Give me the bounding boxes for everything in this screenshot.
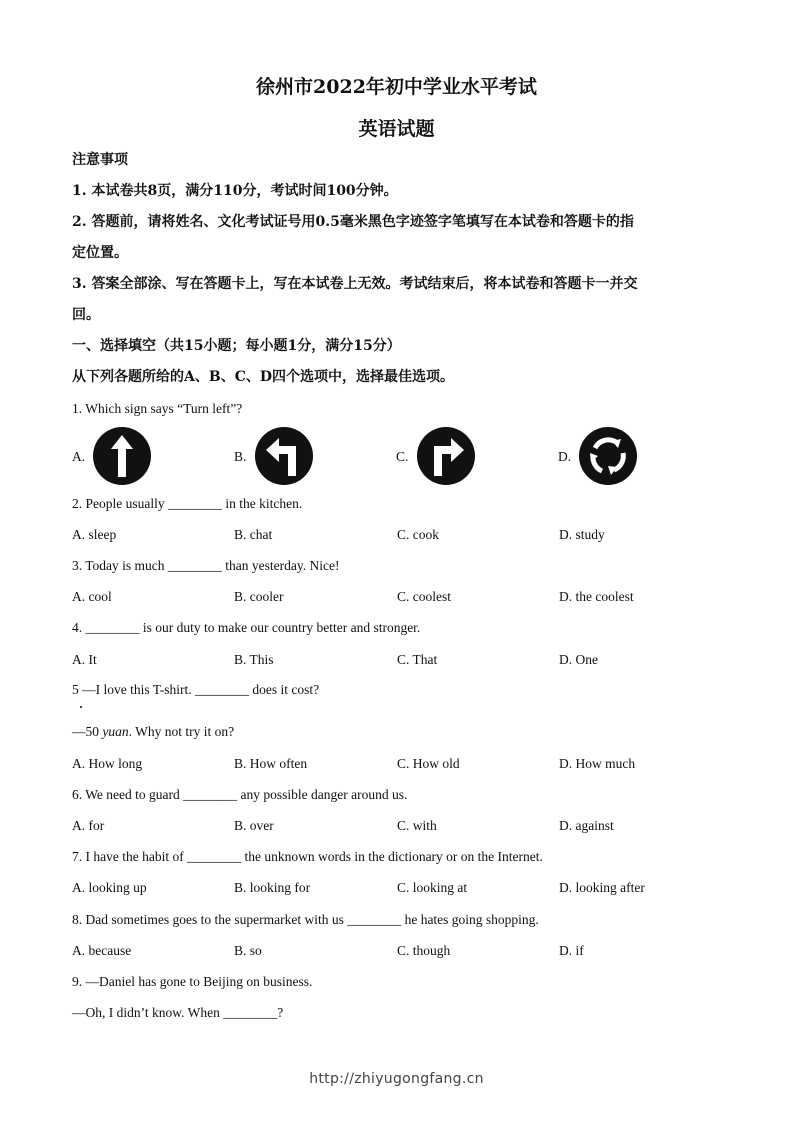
- option-5a[interactable]: A. How long: [72, 756, 143, 771]
- section-heading: 一、选择填空（共15小题；每小题1分，满分15分）: [72, 338, 401, 354]
- turn-left-sign-icon: [254, 426, 314, 486]
- option-7c[interactable]: C. looking at: [397, 880, 468, 895]
- option-7a[interactable]: A. looking up: [72, 880, 147, 895]
- option-4c[interactable]: C. That: [397, 652, 438, 667]
- option-label: B.: [234, 449, 247, 464]
- option-3d[interactable]: D. the coolest: [559, 589, 634, 604]
- option-7d[interactable]: D. looking after: [559, 880, 645, 895]
- option-6c[interactable]: C. with: [397, 818, 437, 833]
- notice-item-2-line-2: 定位置。: [72, 245, 128, 261]
- exam-subtitle: 英语试题: [358, 118, 435, 140]
- option-5b[interactable]: B. How often: [234, 756, 308, 771]
- option-2b[interactable]: B. chat: [234, 527, 273, 542]
- notice-item-2-line-1: 2. 答题前，请将姓名、文化考试证号用0.5毫米黑色字迹签字笔填写在本试卷和答题卡的指: [72, 214, 634, 230]
- option-3c[interactable]: C. coolest: [397, 589, 451, 604]
- roundabout-sign-icon: [578, 426, 638, 486]
- options-5: [72, 756, 722, 776]
- reply-italic: yuan: [102, 724, 129, 739]
- question-2: 2. People usually ________ in the kitchen.: [72, 496, 303, 511]
- notice-item-3-line-1: 3. 答案全部涂、写在答题卡上，写在本试卷上无效。考试结束后，将本试卷和答题卡一并交: [72, 276, 638, 292]
- question-9: 9. —Daniel has gone to Beijing on business.: [72, 974, 313, 989]
- notice-item-1: 1. 本试卷共8页，满分110分，考试时间100分钟。: [72, 183, 398, 199]
- question-8: 8. Dad sometimes goes to the supermarket with us ________ he hates going shopping.: [72, 912, 539, 927]
- section-instruction: 从下列各题所给的A、B、C、D四个选项中，选择最佳选项。: [72, 369, 454, 385]
- question-3: 3. Today is much ________ than yesterday. Nice!: [72, 558, 340, 573]
- reply-suffix: . Why not try it on?: [128, 724, 235, 739]
- option-8c[interactable]: C. though: [397, 943, 451, 958]
- reply-prefix: —50: [72, 724, 103, 739]
- option-6d[interactable]: D. against: [559, 818, 614, 833]
- option-5c[interactable]: C. How old: [397, 756, 460, 771]
- question-9-reply: —Oh, I didn’t know. When ________?: [72, 1005, 284, 1020]
- question-7: 7. I have the habit of ________ the unknown words in the dictionary or on the Internet.: [72, 849, 543, 864]
- option-3a[interactable]: A. cool: [72, 589, 112, 604]
- option-2d[interactable]: D. study: [559, 527, 605, 542]
- option-4d[interactable]: D. One: [559, 652, 598, 667]
- turn-right-sign-icon: [416, 426, 476, 486]
- options-4: [72, 652, 722, 672]
- option-2a[interactable]: A. sleep: [72, 527, 117, 542]
- options-3: [72, 589, 722, 609]
- notice-section: [72, 145, 722, 393]
- option-2c[interactable]: C. cook: [397, 527, 439, 542]
- question-1: 1. Which sign says “Turn left”?: [72, 401, 243, 416]
- notice-item-3-line-2: 回。: [72, 307, 100, 323]
- option-8d[interactable]: D. if: [559, 943, 584, 958]
- options-8: [72, 943, 722, 963]
- options-6: [72, 818, 722, 838]
- option-label: D.: [558, 449, 572, 464]
- option-label: A.: [72, 449, 86, 464]
- arrow-up-sign-icon: [92, 426, 152, 486]
- question-6: 6. We need to guard ________ any possible danger around us.: [72, 787, 408, 802]
- option-3b[interactable]: B. cooler: [234, 589, 284, 604]
- option-6b[interactable]: B. over: [234, 818, 274, 833]
- stray-mark: [80, 706, 82, 708]
- question-5: 5 —I love this T-shirt. ________ does it cost?: [72, 682, 320, 697]
- option-8a[interactable]: A. because: [72, 943, 132, 958]
- options-2: [72, 527, 722, 547]
- option-8b[interactable]: B. so: [234, 943, 262, 958]
- exam-title: 徐州市2022年初中学业水平考试: [256, 76, 537, 98]
- option-4b[interactable]: B. This: [234, 652, 274, 667]
- question-5-reply: [72, 724, 234, 740]
- question-4: 4. ________ is our duty to make our country better and stronger.: [72, 620, 421, 635]
- options-7: [72, 880, 722, 900]
- footer-url[interactable]: http://zhiyugongfang.cn: [309, 1071, 484, 1087]
- option-6a[interactable]: A. for: [72, 818, 105, 833]
- notice-heading: 注意事项: [72, 152, 128, 168]
- option-7b[interactable]: B. looking for: [234, 880, 311, 895]
- option-5d[interactable]: D. How much: [559, 756, 636, 771]
- option-label: C.: [396, 449, 409, 464]
- option-4a[interactable]: A. It: [72, 652, 97, 667]
